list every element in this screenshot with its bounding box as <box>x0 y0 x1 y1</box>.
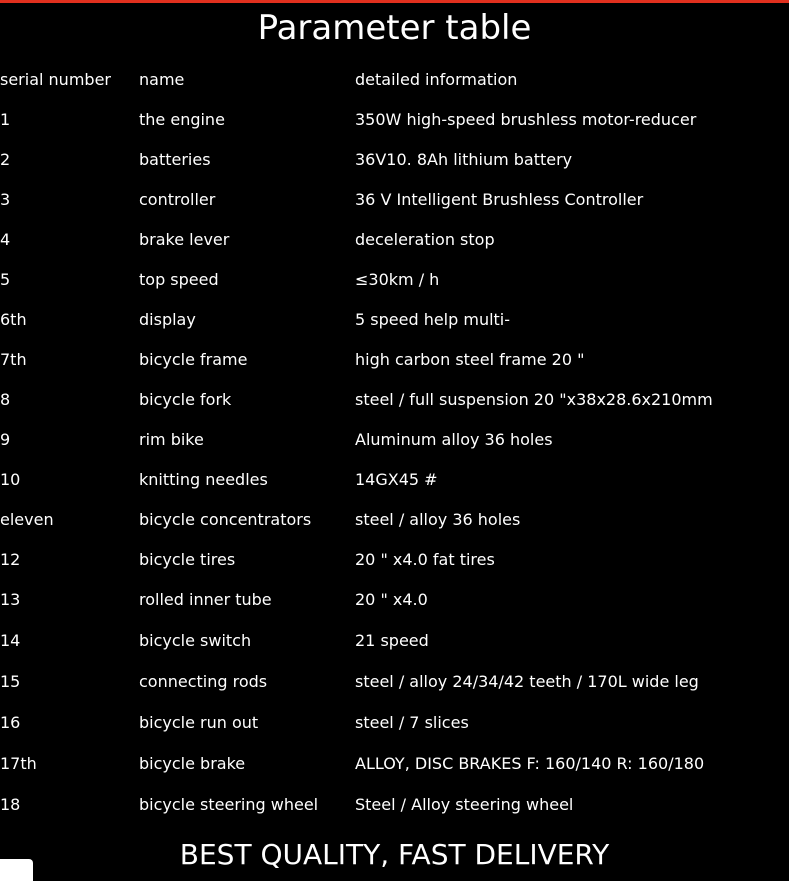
table-row <box>0 620 789 661</box>
row-serial: 10 <box>0 470 21 489</box>
row-info: 36V10. 8Ah lithium battery <box>355 150 573 169</box>
row-info: ≤30km / h <box>355 270 440 289</box>
row-info: high carbon steel frame 20 " <box>355 350 585 369</box>
row-name: brake lever <box>139 230 230 249</box>
row-name: bicycle steering wheel <box>139 794 319 814</box>
table-row <box>0 340 789 380</box>
table-row <box>0 540 789 580</box>
row-serial: eleven <box>0 510 54 529</box>
row-name: rolled inner tube <box>139 590 272 609</box>
table-row <box>0 380 789 420</box>
row-info: 20 " x4.0 fat tires <box>355 550 495 569</box>
row-info: steel / alloy 24/34/42 teeth / 170L wide leg <box>355 671 699 691</box>
row-info: steel / alloy 36 holes <box>355 510 521 529</box>
table-row <box>0 460 789 500</box>
row-name: knitting needles <box>139 470 268 489</box>
row-name: bicycle brake <box>139 753 246 773</box>
page-title: Parameter table <box>257 8 532 48</box>
table-row <box>0 300 789 340</box>
table-row <box>0 784 789 825</box>
row-info: deceleration stop <box>355 230 495 249</box>
table-row <box>0 580 789 620</box>
row-serial: 16 <box>0 712 21 732</box>
table-row <box>0 743 789 784</box>
table-row <box>0 100 789 140</box>
row-serial: 7th <box>0 350 27 369</box>
row-name: bicycle frame <box>139 350 248 369</box>
row-serial: 8 <box>0 390 11 409</box>
row-serial: 15 <box>0 671 21 691</box>
table-row <box>0 220 789 260</box>
row-serial: 18 <box>0 794 21 814</box>
table-row <box>0 500 789 540</box>
row-serial: 6th <box>0 310 27 329</box>
table-row <box>0 140 789 180</box>
top-accent-rule <box>0 0 789 3</box>
row-name: top speed <box>139 270 219 289</box>
row-serial: 3 <box>0 190 11 209</box>
table-row <box>0 661 789 702</box>
row-serial: 2 <box>0 150 11 169</box>
footer-slogan: BEST QUALITY, FAST DELIVERY <box>179 838 610 871</box>
row-serial: 5 <box>0 270 11 289</box>
row-name: rim bike <box>139 430 204 449</box>
row-info: 36 V Intelligent Brushless Controller <box>355 190 644 209</box>
row-name: bicycle switch <box>139 630 252 650</box>
row-name: bicycle run out <box>139 712 259 732</box>
row-name: bicycle tires <box>139 550 236 569</box>
table-row <box>0 420 789 460</box>
row-serial: 4 <box>0 230 11 249</box>
row-serial: 12 <box>0 550 21 569</box>
row-info: 14GX45 # <box>355 470 438 489</box>
row-serial: 9 <box>0 430 11 449</box>
row-name: bicycle concentrators <box>139 510 312 529</box>
corner-chip <box>0 859 33 881</box>
row-name: display <box>139 310 196 329</box>
row-serial: 14 <box>0 630 21 650</box>
row-info: Steel / Alloy steering wheel <box>355 794 574 814</box>
table-header-row <box>0 60 789 100</box>
table-row <box>0 260 789 300</box>
row-info: Aluminum alloy 36 holes <box>355 430 553 449</box>
row-name: bicycle fork <box>139 390 232 409</box>
row-name: batteries <box>139 150 211 169</box>
row-serial: 1 <box>0 110 11 129</box>
row-info: 5 speed help multi- <box>355 310 511 329</box>
row-info: ALLOY, DISC BRAKES F: 160/140 R: 160/180 <box>355 753 705 773</box>
row-name: the engine <box>139 110 225 129</box>
row-name: controller <box>139 190 216 209</box>
row-name: connecting rods <box>139 671 268 691</box>
row-info: steel / 7 slices <box>355 712 469 732</box>
row-info: 21 speed <box>355 630 429 650</box>
header-info: detailed information <box>355 70 518 89</box>
parameter-table <box>0 60 789 825</box>
table-row <box>0 180 789 220</box>
header-serial: serial number <box>0 70 111 89</box>
row-info: steel / full suspension 20 "x38x28.6x210mm <box>355 390 713 409</box>
row-info: 20 " x4.0 <box>355 590 428 609</box>
row-serial: 17th <box>0 753 37 773</box>
header-name: name <box>139 70 185 89</box>
parameter-table-body <box>0 60 789 825</box>
table-row <box>0 702 789 743</box>
row-serial: 13 <box>0 590 21 609</box>
row-info: 350W high-speed brushless motor-reducer <box>355 110 697 129</box>
